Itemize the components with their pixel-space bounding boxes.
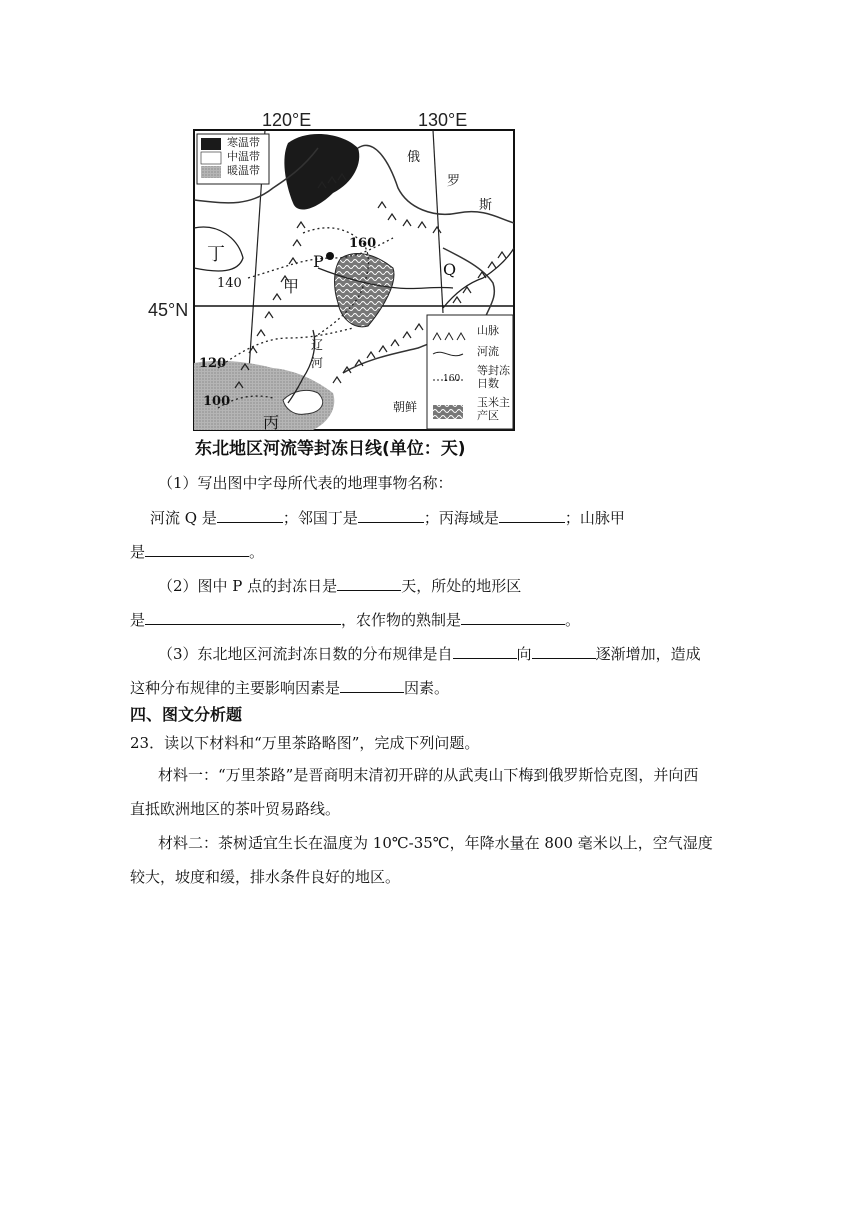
q2-p-freeze-label: （2）图中 P 点的封冻日是: [158, 577, 338, 595]
label-jia: 甲: [283, 277, 300, 296]
q1-line-1: [150, 506, 625, 529]
q1-sea-label: ；丙海域是: [423, 509, 499, 527]
material-1-line-2: 直抵欧洲地区的茶叶贸易路线。: [130, 800, 341, 818]
isoline-140-label: 140: [217, 276, 242, 291]
liao-he-char-2: 河: [311, 356, 324, 370]
q3-line-2: [130, 676, 449, 699]
mountain-jia-answer-blank[interactable]: [145, 540, 249, 557]
crop-system-answer-blank[interactable]: [461, 608, 565, 625]
legend-river: 河流: [477, 345, 499, 358]
label-korea: 朝鲜: [393, 400, 418, 414]
longitude-130-label: 130°E: [418, 110, 468, 130]
q3-factor-label: 这种分布规律的主要影响因素是: [130, 679, 341, 697]
landform-answer-blank[interactable]: [145, 608, 341, 625]
russia-label-2: 罗: [447, 174, 461, 189]
northeast-freeze-map: [193, 108, 523, 460]
label-bing: 丙: [263, 413, 280, 432]
p-freeze-days-answer-blank[interactable]: [337, 574, 401, 591]
map-caption: 东北地区河流等封冻日线(单位：天): [195, 439, 466, 459]
direction-to-answer-blank[interactable]: [532, 642, 596, 659]
q2-days-region-label: 天，所处的地形区: [401, 577, 522, 595]
label-liao-he: [311, 336, 323, 372]
q1-mountain-label: ；山脉甲: [564, 509, 625, 527]
q23-title: 23．读以下材料和“万里茶路略图”，完成下列问题。: [130, 734, 480, 752]
q2-line-2: [130, 608, 580, 631]
q1-neighbor-label: ；邻国丁是: [282, 509, 358, 527]
neighbor-ding-answer-blank[interactable]: [358, 506, 424, 523]
q3-line-1: [158, 642, 701, 665]
legend-iso-line-2: 日数: [477, 377, 499, 390]
q2-crop-label: ，农作物的熟制是: [341, 611, 462, 629]
isoline-160-label: 160: [349, 236, 377, 251]
label-p: P: [313, 252, 324, 271]
legend-corn-2: 产区: [477, 409, 499, 422]
q3-increase-label: 逐渐增加，造成: [595, 645, 701, 663]
legend-iso-sample: 160: [443, 374, 461, 384]
symbol-legend-labels: [477, 324, 510, 422]
q3-factor-end: 因素。: [404, 679, 450, 697]
section-4-heading: 四、图文分析题: [130, 705, 243, 724]
zone-legend-labels: [227, 136, 260, 178]
q2-line-1: [158, 574, 521, 597]
q3-to-label: 向: [516, 645, 532, 663]
label-q: Q: [443, 260, 457, 279]
legend-iso-line-1: 等封冻: [477, 364, 510, 377]
q1-period: 。: [249, 543, 265, 561]
material-2-line-2: 较大，坡度和缓，排水条件良好的地区。: [130, 868, 401, 886]
isoline-100-label: 100: [203, 394, 231, 409]
point-p-marker: [326, 252, 334, 260]
legend-mountain: 山脉: [477, 324, 499, 337]
legend-cold-temperate: 寒温带: [227, 136, 260, 149]
label-ding: 丁: [207, 244, 225, 265]
legend-warm-temperate: 暖温带: [227, 164, 260, 177]
legend-mid-temperate: 中温带: [227, 150, 260, 163]
longitude-120-label: 120°E: [262, 110, 312, 130]
direction-from-answer-blank[interactable]: [453, 642, 517, 659]
q2-period: 。: [565, 611, 581, 629]
isoline-120-label: 120: [199, 356, 227, 371]
q2-is-label: 是: [130, 611, 146, 629]
latitude-45-label: 45°N: [148, 300, 189, 320]
legend-corn-1: 玉米主: [477, 396, 510, 409]
sea-bing-answer-blank[interactable]: [499, 506, 565, 523]
russia-label-3: 斯: [479, 198, 493, 213]
q1-intro: （1）写出图中字母所代表的地理事物名称：: [158, 474, 453, 492]
factor-answer-blank[interactable]: [340, 676, 404, 693]
russia-label-1: 俄: [407, 150, 421, 165]
q3-rule-label: （3）东北地区河流封冻日数的分布规律是自: [158, 645, 453, 663]
q1-line-2: [130, 540, 264, 563]
material-2-line-1: 材料二：茶树适宜生长在温度为 10℃-35℃，年降水量在 800 毫米以上，空气湿度: [158, 834, 713, 852]
river-q-answer-blank[interactable]: [217, 506, 283, 523]
liao-he-char-1: 辽: [311, 338, 324, 352]
material-1-line-1: 材料一：“万里茶路”是晋商明末清初开辟的从武夷山下梅到俄罗斯恰克图，并向西: [158, 766, 699, 784]
q1-is-label: 是: [130, 543, 146, 561]
q1-river-q-label: 河流 Q 是: [150, 509, 217, 527]
